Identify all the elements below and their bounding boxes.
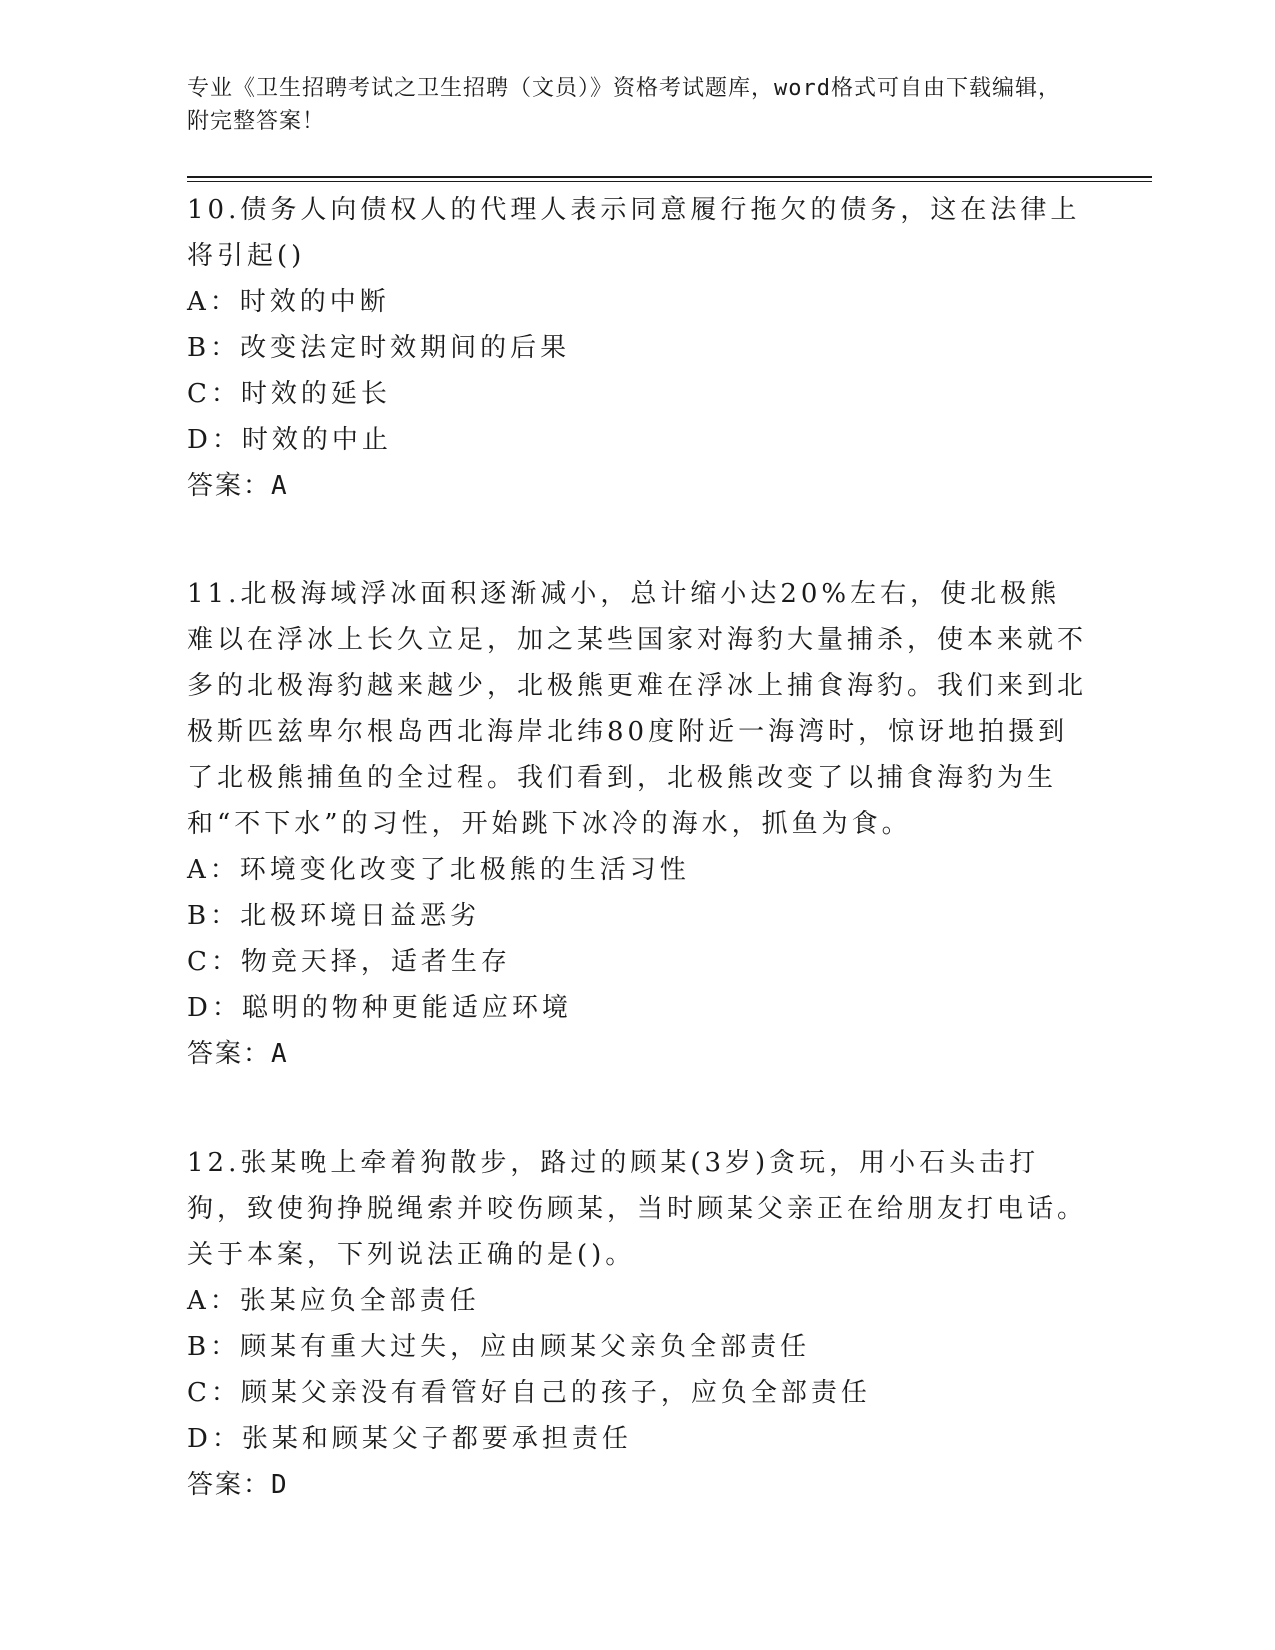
question-10 <box>187 187 1087 509</box>
document-header-intro: 专业《卫生招聘考试之卫生招聘（文员）》资格考试题库，word格式可自由下载编辑，附完整答案！ <box>187 76 1061 134</box>
header-divider-thin <box>187 181 1152 182</box>
option-a: A：张某应负全部责任 <box>187 1286 480 1316</box>
option-c: C：物竞天择，适者生存 <box>187 947 511 977</box>
question-list <box>187 187 1087 1508</box>
option-c: C：时效的延长 <box>187 379 391 409</box>
question-stem: 11.北极海域浮冰面积逐渐减小，总计缩小达20%左右，使北极熊难以在浮冰上长久立足，加之某些国家对海豹大量捕杀，使本来就不多的北极海豹越来越少，北极熊更难在浮冰上捕食海豹。我们来到北极斯匹兹卑尔根岛西北海岸北纬80度附近一海湾时，惊讶地拍摄到了北极熊捕鱼的全过程。我们看到，北极熊改变了以捕食海豹为生和“不下水”的习性，开始跳下冰冷的海水，抓鱼为食。 <box>187 579 1088 839</box>
answer-line: 答案：A <box>187 471 289 501</box>
option-a: A：时效的中断 <box>187 287 390 317</box>
option-c: C：顾某父亲没有看管好自己的孩子，应负全部责任 <box>187 1378 871 1408</box>
question-spacer <box>187 509 1087 571</box>
question-11 <box>187 571 1087 1077</box>
answer-line: 答案：D <box>187 1470 289 1500</box>
option-b: B：北极环境日益恶劣 <box>187 901 481 931</box>
question-spacer <box>187 1077 1087 1140</box>
header-divider-thick <box>187 176 1152 178</box>
question-12 <box>187 1140 1087 1508</box>
option-a: A：环境变化改变了北极熊的生活习性 <box>187 855 690 885</box>
answer-line: 答案：A <box>187 1039 289 1069</box>
option-d: D：张某和顾某父子都要承担责任 <box>187 1424 632 1454</box>
option-d: D：聪明的物种更能适应环境 <box>187 993 572 1023</box>
option-b: B：顾某有重大过失，应由顾某父亲负全部责任 <box>187 1332 811 1362</box>
question-stem: 10.债务人向债权人的代理人表示同意履行拖欠的债务，这在法律上将引起() <box>187 195 1081 271</box>
option-d: D：时效的中止 <box>187 425 392 455</box>
option-b: B：改变法定时效期间的后果 <box>187 333 571 363</box>
question-stem: 12.张某晚上牵着狗散步，路过的顾某(3岁)贪玩，用小石头击打狗，致使狗挣脱绳索并咬伤顾某，当时顾某父亲正在给朋友打电话。关于本案，下列说法正确的是()。 <box>187 1148 1088 1270</box>
